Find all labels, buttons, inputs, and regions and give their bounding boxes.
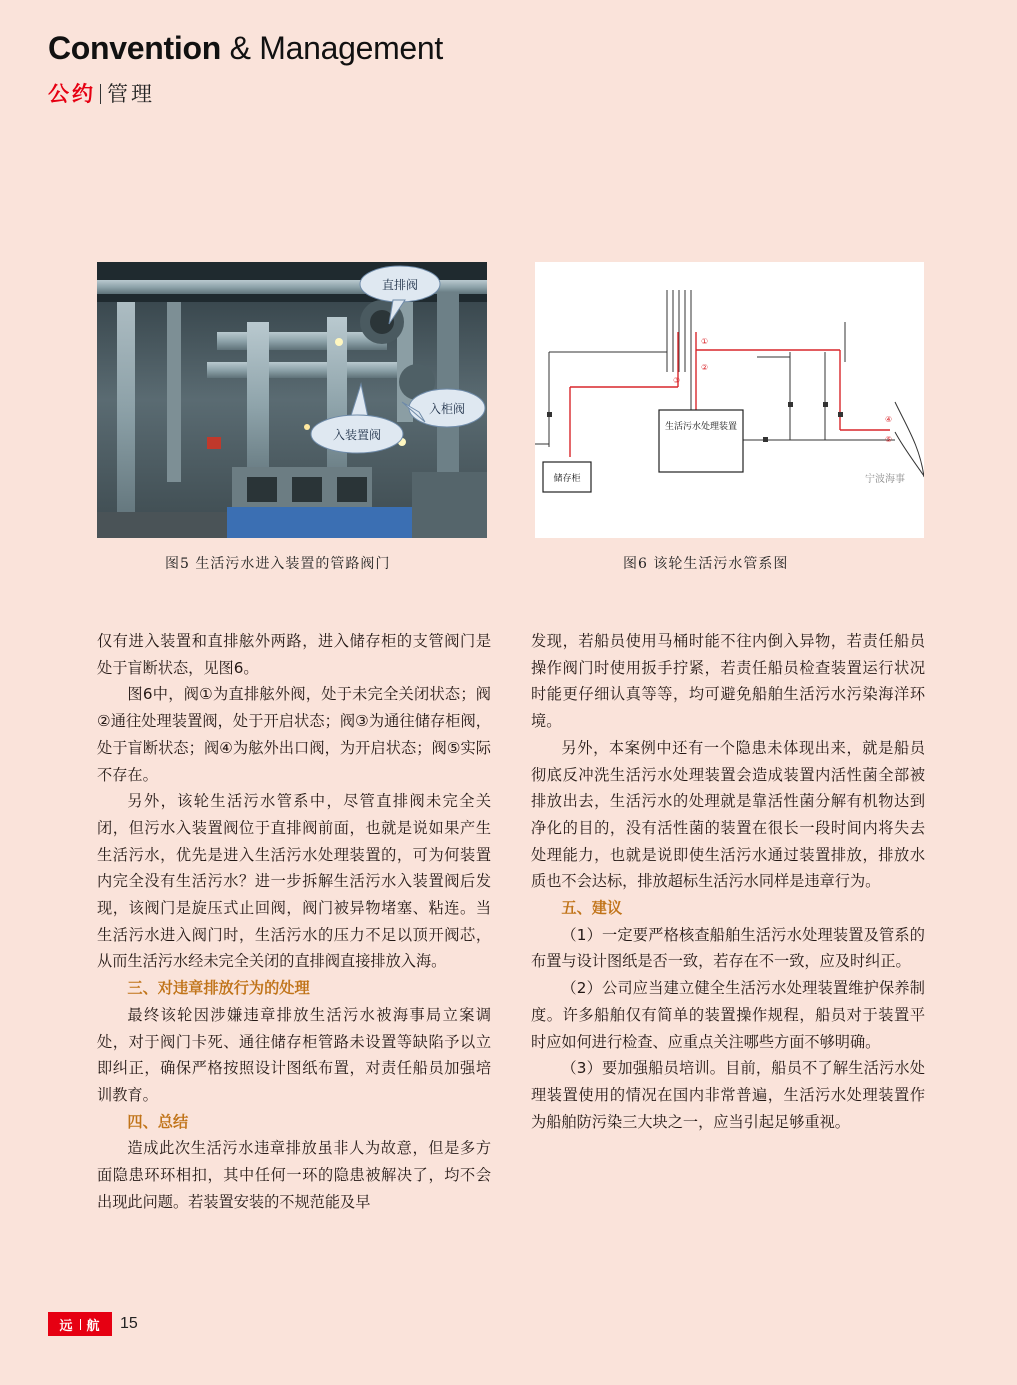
section-subtitle: 公约 管理 [48,82,155,106]
svg-text:入柜阀: 入柜阀 [428,402,466,416]
svg-text:直排阀: 直排阀 [381,278,419,292]
paragraph: 造成此次生活污水违章排放虽非人为故意，但是多方面隐患环环相扣，其中任何一环的隐患被解决了，均不会出现此问题。若装置安装的不规范能及早 [97,1139,491,1211]
paragraph: （2）公司应当建立健全生活污水处理装置维护保养制度。许多船舶仅有简单的装置操作规程，船员对于装置平时应如何进行检查、应重点关注哪些方面不够明确。 [531,979,925,1051]
article-left-column [97,628,491,1215]
figure-5-photo [97,262,487,538]
magazine-logo-badge: 远 航 [48,1312,112,1336]
valve-mark-2: ② [701,363,709,372]
treatment-unit-label: 生活污水处理装置 [664,422,738,432]
paragraph: 最终该轮因涉嫌违章排放生活污水被海事局立案调处，对于阀门卡死、通往储存柜管路未设置等缺陷予以立即纠正，确保严格按照设计图纸布置，对责任船员加强培训教育。 [97,1005,491,1104]
section-heading-handling: 三、对违章排放行为的处理 [127,979,310,998]
paragraph: （3）要加强船员培训。目前，船员不了解生活污水处理装置使用的情况在国内非常普遍，生活污水处理装置作为船舶防污染三大块之一，应当引起足够重视。 [531,1059,925,1131]
watermark: 宁波海事 [865,474,905,485]
paragraph: 仅有进入装置和直排舷外两路，进入储存柜的支管阀门是处于盲断状态，见图6。 [97,632,491,677]
paragraph: 发现，若船员使用马桶时能不往内倒入异物，若责任船员操作阀门时使用扳手拧紧，若责任船员检查装置运行状况时能更仔细认真等等，均可避免船舶生活污水污染海洋环境。 [531,632,925,731]
section-heading-recommendations: 五、建议 [561,899,623,918]
figure-6-schematic [535,262,924,538]
section-heading-summary: 四、总结 [127,1112,189,1131]
paragraph: 另外，本案例中还有一个隐患未体现出来，就是船员彻底反冲洗生活污水处理装置会造成装置内活性菌全部被排放出去，生活污水的处理就是靠活性菌分解有机物达到净化的目的，没有活性菌的装置在很长一段时间内将失去处理能力，也就是说即使生活污水通过装置排放，排放水质也不会达标，排放超标生活污水同样是违章行为。 [531,738,925,891]
page-footer [48,1312,138,1336]
valve-mark-4: ④ [885,415,893,424]
svg-text:入装置阀: 入装置阀 [332,428,382,442]
paragraph: 另外，该轮生活污水管系中，尽管直排阀未完全关闭，但污水入装置阀位于直排阀前面，也就是说如果产生生活污水，优先是进入生活污水处理装置的，可为何装置内完全没有生活污水？进一步拆解生活污水入装置阀后发现，该阀门是旋压式止回阀，阀门被异物堵塞、粘连。当生活污水进入阀门时，生活污水的压力不足以顶开阀芯，从而生活污水经未完全关闭的直排阀直接排放入海。 [97,792,491,971]
figure-6-caption: 图6 该轮生活污水管系图 [623,556,789,572]
magazine-section-title: Convention & Management [48,30,444,66]
paragraph: （1）一定要严格核查船舶生活污水处理装置及管系的布置与设计图纸是否一致，若存在不一致，应及时纠正。 [531,925,925,971]
article-right-column [531,628,925,1135]
valve-mark-3: ③ [673,376,681,385]
figure-5-caption: 图5 生活污水进入装置的管路阀门 [165,556,391,572]
valve-mark-5: ⑤ [885,435,893,444]
storage-tank-label: 储存柜 [553,474,581,484]
page-number: 15 [120,1315,138,1332]
valve-mark-1: ① [701,337,709,346]
paragraph: 图6中，阀①为直排舷外阀，处于未完全关闭状态；阀②通往处理装置阀，处于开启状态；阀③为通往储存柜阀，处于盲断状态；阀④为舷外出口阀，为开启状态；阀⑤实际不存在。 [97,685,491,784]
